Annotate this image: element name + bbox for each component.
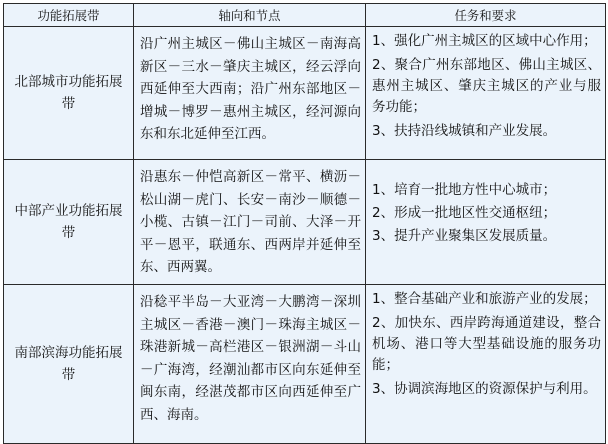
function-belt-cell: 北部城市功能拓展带 xyxy=(4,27,134,160)
function-belt-cell: 中部产业功能拓展带 xyxy=(4,160,134,285)
task-item: 3、扶持沿线城镇和产业发展。 xyxy=(372,123,557,139)
axis-nodes-cell: 沿惠东－仲恺高新区－常平、横沥－松山湖－虎门、长安－南沙－顺德－小榄、古镇－江门－司前、大泽－开平－恩平，联通东、西两岸并延伸至东、西两翼。 xyxy=(134,160,366,285)
axis-nodes-cell: 沿广州主城区－佛山主城区－南海高新区－三水－肇庆主城区，经云浮向西延伸至大西南；沿广州东部地区－增城－博罗－惠州主城区，经河源向东和东北延伸至江西。 xyxy=(134,27,366,160)
function-belt-cell: 南部滨海功能拓展带 xyxy=(4,285,134,444)
tasks-cell xyxy=(366,160,606,285)
axis-nodes-cell: 沿稔平半岛－大亚湾－大鹏湾－深圳主城区－香港－澳门－珠海主城区－珠港新城－高栏港区－银洲湖－斗山－广海湾，经潮汕都市区向东延伸至闽东南，经湛茂都市区向西延伸至广西、海南。 xyxy=(134,285,366,444)
table-row-central xyxy=(4,160,606,285)
task-item: 1、培育一批地方性中心城市； xyxy=(372,182,557,198)
table-row-north xyxy=(4,27,606,160)
table-header-row xyxy=(4,4,606,27)
tasks-cell xyxy=(366,285,606,444)
task-item: 3、协调滨海地区的资源保护与利用。 xyxy=(372,381,597,397)
header-axis-nodes: 轴向和节点 xyxy=(134,4,366,27)
planning-table-container xyxy=(3,3,606,444)
table-row-south xyxy=(4,285,606,444)
task-item: 2、形成一批地区性交通枢纽； xyxy=(372,205,557,221)
task-item: 2、加快东、西岸跨海通道建设，整合机场、港口等大型基础设施的服务功能； xyxy=(372,315,601,373)
tasks-cell xyxy=(366,27,606,160)
functional-belt-table xyxy=(3,3,606,444)
task-item: 1、强化广州主城区的区域中心作用； xyxy=(372,33,597,49)
task-item: 1、整合基础产业和旅游产业的发展； xyxy=(372,291,597,307)
task-item: 3、提升产业聚集区发展质量。 xyxy=(372,228,557,244)
header-tasks-requirements: 任务和要求 xyxy=(366,4,606,27)
task-item: 2、聚合广州东部地区、佛山主城区、惠州主城区、肇庆主城区的产业与服务功能； xyxy=(372,57,601,115)
header-function-belt: 功能拓展带 xyxy=(4,4,134,27)
